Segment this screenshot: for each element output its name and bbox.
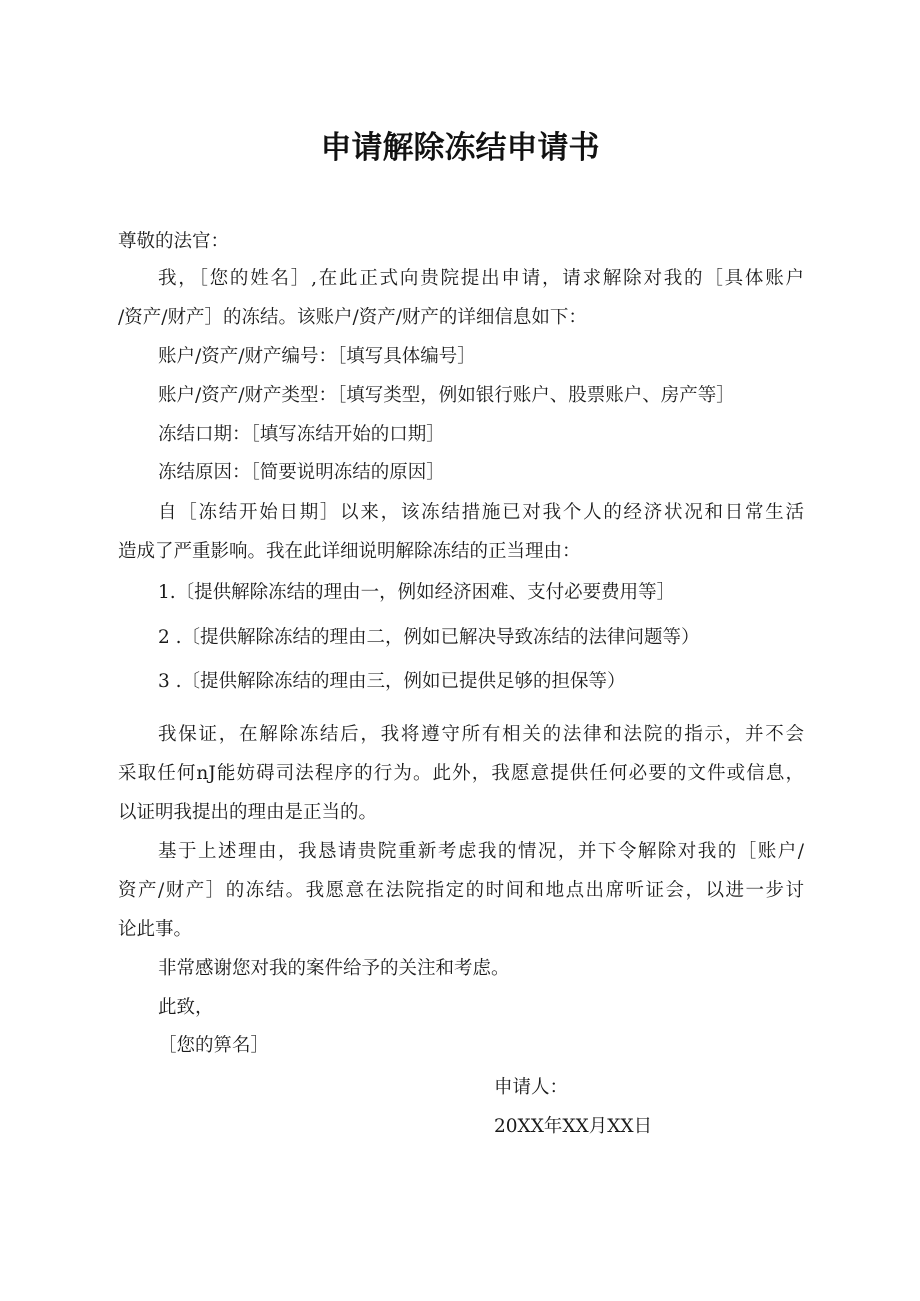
impact-line-1: 自［冻结开始日期］以来，该冻结措施已对我个人的经济状况和日常生活 xyxy=(158,502,804,523)
guarantee-line-1: 我保证，在解除冻结后，我将遵守所有相关的法律和法院的指示，并不会 xyxy=(158,724,804,745)
thanks-text: 非常感谢您对我的案件给予的关注和考虑。 xyxy=(158,958,510,979)
request-line-2: 资产/财产］的冻结。我愿意在法院指定的时间和地点出席听证会，以进一步讨 xyxy=(118,880,804,901)
closing-text: 此致， xyxy=(158,997,214,1018)
reason-item: 3 .〔提供解除冻结的理由三，例如已提供足够的担保等） xyxy=(158,671,626,692)
detail-freeze-date: 冻结口期：［填写冻结开始的口期］ xyxy=(158,424,445,445)
impact-line-2: 造成了严重影响。我在此详细说明解除冻结的正当理由： xyxy=(118,541,581,562)
detail-account-number: 账户/资产/财产编号：［填写具体编号］ xyxy=(158,346,476,367)
date-text: 20XX年XX月XX日 xyxy=(494,1116,653,1137)
applicant-label: 申请人： xyxy=(494,1077,569,1098)
request-line-1: 基于上述理由，我恳请贵院重新考虑我的情况，并下令解除对我的［账户/ xyxy=(158,841,804,862)
intro-line-1: 我，［您的姓名］,在此正式向贵院提出申请，请求解除对我的［具体账户 xyxy=(158,268,804,289)
signature-placeholder: ［您的箅名］ xyxy=(158,1035,270,1056)
detail-account-type: 账户/资产/财产类型：［填写类型，例如银行账户、股票账户、房产等］ xyxy=(158,385,735,406)
document-title: 申请解除冻结申请书 xyxy=(320,130,600,166)
salutation: 尊敬的法官： xyxy=(118,231,230,252)
intro-line-2: /资产/财产］的冻结。该账户/资产/财产的详细信息如下： xyxy=(118,307,587,328)
reason-item: 1.〔提供解除冻结的理由一，例如经济困难、支付必要费用等］ xyxy=(158,582,676,603)
guarantee-line-2: 采取任何nJ能妨碍司法程序的行为。此外，我愿意提供任何必要的文件或信息， xyxy=(118,763,804,784)
request-line-3: 论此事。 xyxy=(118,919,193,940)
reason-item: 2 .〔提供解除冻结的理由二，例如已解决导致冻结的法律问题等） xyxy=(158,627,700,648)
guarantee-line-3: 以证明我提出的理由是正当的。 xyxy=(118,802,378,823)
detail-freeze-reason: 冻结原因：［简要说明冻结的原因］ xyxy=(158,462,445,483)
